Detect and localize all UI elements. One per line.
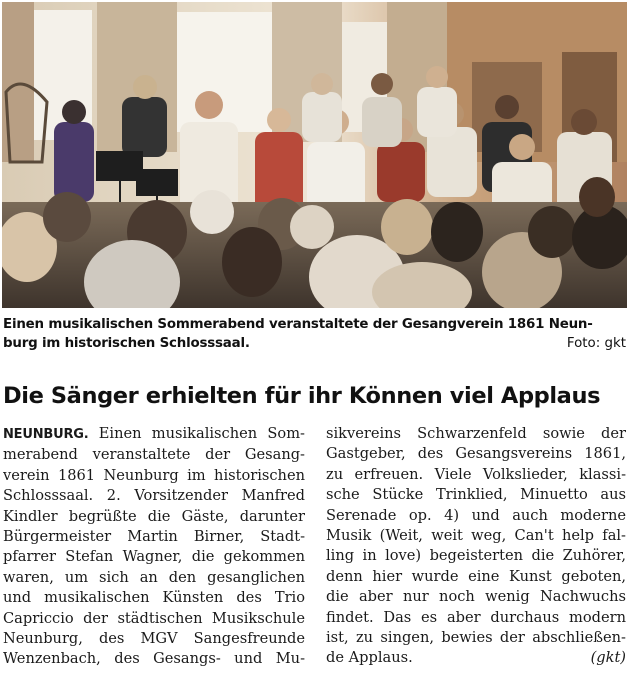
article-line: merabend veranstaltete der Gesang-: [3, 446, 305, 464]
author-initials: (gkt): [590, 649, 626, 667]
article-line: ling in love) begeisterten die Zuhörer,: [326, 547, 626, 565]
dateline: NEUNBURG.: [3, 427, 89, 442]
article-line-final: [326, 648, 626, 668]
caption-line-2: burg im historischen Schlosssaal.: [3, 336, 250, 351]
article-line: Wenzenbach, des Gesangs- und Mu-: [3, 650, 305, 668]
article-line: Neunburg, des MGV Sangesfreunde: [3, 630, 305, 648]
article-line: Musik (Weit, weit weg, Can't help fal-: [326, 527, 626, 545]
article-line: Serenade op. 4) und auch moderne: [326, 506, 626, 524]
article-column-right: [326, 424, 626, 669]
article-line: pfarrer Stefan Wagner, die gekommen: [3, 548, 305, 566]
article-line: Kindler begrüßte die Gäste, darunter: [3, 507, 305, 525]
article-line: waren, um sich an den gesanglichen: [3, 568, 305, 586]
article-line: zu erfreuen. Viele Volkslieder, klassi-: [326, 465, 626, 483]
article-line: ist, zu singen, bewies der abschließen-: [326, 629, 626, 647]
article-line: findet. Das es aber durchaus modern: [326, 608, 626, 626]
article-line: Capriccio der städtischen Musikschule: [3, 609, 305, 627]
article-line: sikvereins Schwarzenfeld sowie der: [326, 425, 626, 442]
article-line: denn hier wurde eine Kunst geboten,: [326, 567, 626, 585]
article-photo: [2, 2, 627, 308]
photo-credit: Foto: gkt: [566, 336, 626, 351]
article-column-left: [3, 424, 305, 670]
article-line: Schlosssaal. 2. Vorsitzender Manfred: [3, 487, 305, 505]
caption-line-1: Einen musikalischen Sommerabend veranstaltete der Gesangverein 1861 Neun-: [3, 317, 593, 332]
photo-choir-concert-icon: [2, 2, 627, 308]
article-line: sche Stücke Trinklied, Minuetto aus: [326, 486, 626, 504]
article-line: und musikalischen Künsten des Trio: [3, 589, 305, 607]
article-line: verein 1861 Neunburg im historischen: [3, 466, 305, 484]
article-headline: Die Sänger erhielten für ihr Können viel Applaus: [3, 383, 601, 409]
article-line-text: de Applaus.: [326, 649, 413, 667]
article-line: die aber nur noch wenig Nachwuchs: [326, 588, 626, 606]
article-line-text: Einen musikalischen Som-: [88, 425, 305, 442]
photo-caption: [3, 315, 626, 353]
article-line: Bürgermeister Martin Birner, Stadt-: [3, 528, 305, 546]
article-line: Gastgeber, des Gesangsvereins 1861,: [326, 445, 626, 463]
article-line: [3, 424, 305, 445]
